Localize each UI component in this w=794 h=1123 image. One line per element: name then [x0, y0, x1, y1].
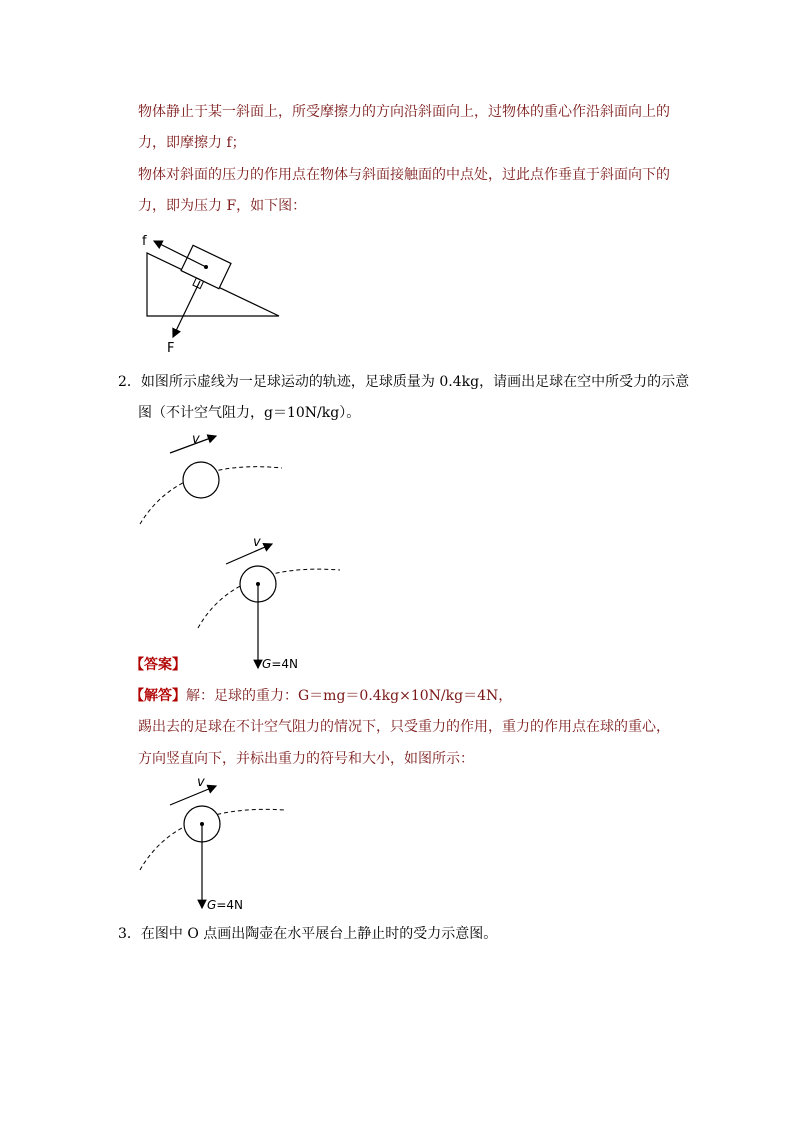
question-2-text-1: 如图所示虚线为一足球运动的轨迹，足球质量为 0.4kg，请画出足球在空中所受力的示意 [140, 374, 690, 390]
question-2-line-1 [118, 372, 689, 392]
ball-weight-diagram [190, 530, 350, 675]
answer-tag: 【答案】 [130, 657, 186, 673]
question-3-text: 在图中 O 点画出陶壶在水平展台上静止时的受力示意图。 [140, 926, 498, 942]
block-on-incline [178, 245, 231, 296]
prev-answer-line-3: 物体对斜面的压力的作用点在物体与斜面接触面的中点处，过此点作垂直于斜面向下的 [138, 167, 670, 183]
velocity-arrow [170, 786, 216, 805]
analysis-line-3: 方向竖直向下，并标出重力的符号和大小，如图所示： [138, 751, 474, 767]
analysis-text-1: 解：足球的重力：G＝mg＝0.4kg×10N/kg＝4N， [186, 688, 513, 704]
weight-value: =4N [271, 657, 298, 671]
analysis-tag: 【解答】 [130, 688, 186, 704]
prev-answer-line-2: 力，即摩擦力 f； [138, 135, 246, 151]
question-3-number: 3． [118, 926, 141, 942]
velocity-label: v [192, 432, 200, 447]
velocity-label: v [253, 535, 261, 550]
friction-label: f [142, 234, 147, 249]
pressure-arrow [173, 281, 200, 337]
answer-ball-weight-diagram [130, 768, 300, 918]
weight-symbol: G [207, 898, 217, 912]
weight-label [262, 657, 298, 671]
analysis-line-1 [130, 686, 512, 706]
football [183, 462, 219, 498]
question-2-number: 2． [118, 374, 141, 390]
weight-label [207, 898, 243, 912]
weight-value: =4N [216, 898, 243, 912]
prev-answer-line-1: 物体静止于某一斜面上，所受摩擦力的方向沿斜面向上，过物体的重心作沿斜面向上的 [138, 104, 670, 120]
analysis-line-2: 踢出去的足球在不计空气阻力的情况下，只受重力的作用，重力的作用点在球的重心， [138, 719, 670, 735]
weight-symbol: G [262, 657, 272, 671]
pressure-label: F [167, 341, 175, 356]
incline-force-diagram [130, 228, 290, 358]
velocity-label: v [197, 775, 205, 790]
question-2-line-2: 图（不计空气阻力，g＝10N/kg）。 [138, 405, 361, 421]
prev-answer-line-4: 力，即为压力 F，如下图： [138, 198, 307, 214]
question-3-line [118, 924, 497, 944]
velocity-arrow [226, 544, 272, 564]
ball-trajectory-diagram [130, 428, 300, 528]
